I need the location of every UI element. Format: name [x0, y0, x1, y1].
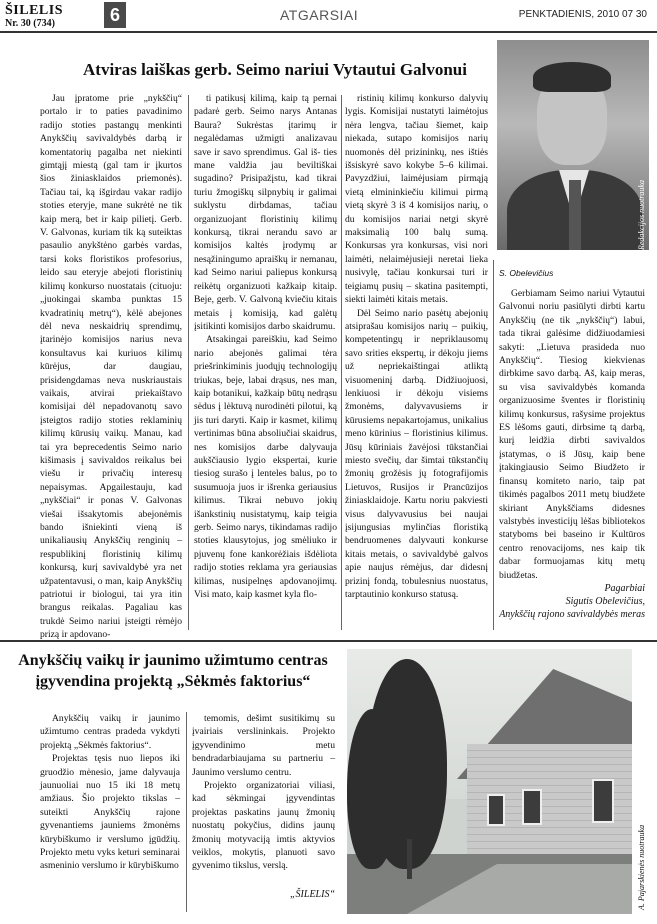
article1-column-2 [194, 92, 337, 601]
article1-paragraph: Atsakingai pareiškiu, kad Seimo nario abejonės galimai tėra priešrinkiminis juodųjų technologijų triukas, beje, labai drąsus, nes man, kaip botanikui, kažkaip būtų nedrąsu sėdus į lėktuvą nurodinėti pilotui, ką jis turi daryti. Kaip ir kasmet, kilimų vertinimas būna absoliučiai skaidrus, nes komisijos darbe dalyvauja aukščiausio lygio ekspertai, kurie tiesiog surašo į lenteles balus, po to susumuoja juos ir išrenka geriausius kilimus. Tikrai nebuvo jokių išankstinių nusistatymų, kaip teigia gerb. Seimo narys, tikindamas radijo stoties klausytojus, jog smėliuko ir pjuvenų fone kankorėžiais išdėliota radijo stoties reklama yra geriausias kilimas, nusipelnęs apdovanojimų. Visi mato, kaip kasmet kyla flo- [194, 334, 337, 601]
article1-paragraph: ti patikusį kilimą, kaip tą pernai padarė gerb. Seimo narys Antanas Baura? Sukrėstas įtarimų ir negalėdamas užmigti analizavau save ir savo sprendimus. Gal iš- ties mane valdžia jau beviltiškai sugadino? Prisipažįstu, kad tikrai turiu žmogiškų silpnybių ir galimai suklystu dirbdamas, tačiau organizuojant floristinių kilimų konkursą, tikrai nerandu savo ar komisijos kaltės įrodymų ar nesąžiningumo apraiškų ir nemanau, kad Seimo nariui paliepus konkursą reikėtų organizuoti kažkaip kitaip. Beje, gerb. V. Galvoną kviečiu kitais metais į komisiją, kad galėtų įsitikinti komisijos darbo skaidrumu. [194, 93, 337, 332]
article2-column-1 [40, 712, 180, 873]
page-number: 6 [104, 2, 126, 28]
article1-paragraph: Jau įpratome prie „nykščių“ portalo ir to paties pavadinimo radijo stoties pastangų menkinti Anykščių savivaldybės darbą ir komentatorių pagalba net niekinti gimtąjį miestą (gal tam ir įkurtos šios žiniasklaidos priemonės). Tačiau tai, ką išgirdau vakar radijo stoties eteryje, mane sukrėtė ne tik kaip merą, bet ir kaip pilietį. Gerb. V. Galvonas, kuriam tik ką suteiktas pasaulio anykštėno garbės vardas, tarsi koks floristikos profesorius, leido sau eteryje abejoti floristinių kilimų konkurso nuostatais (cituoju: „juokingai skamba punktas 15 kvadratinių metrų“), kėlė abejones dėl neva neskaidrių sprendimų, įtarinėjo komisijos narius neva konsultavus kai kuriuos kilimų kūrėjus, dar daugiau, prisidengdamas neva nuskriaustais vaikais, atvirai priekaištavo komisijai dėl nepadovanotų savo įsteigtos radijo stoties reklaminių kilimų kūrusių vaikų. Manau, kad tai yra beprecedentis Seimo nario kišimasis į savivaldos reikalus bei viešu ir privačių interesų nepaisymas. Apgailestauju, kad „nykščiai“ ir ponas V. Galvonas viešai išsakytomis abejonėmis bando išniekinti vieną iš unikaliausių Anykščių renginių – respublikinį floristinių kilimų konkursą, kurį savivaldybė yra net užpatentavusi, o man, kaip Anykščių patriotui ir biologui, tai yra itin brangus reikalas. Pagaliau kas trukdė Seimo nariui įsteigti rėmėjo prizą ir apdovano- [40, 93, 182, 641]
issue-date: PENKTADIENIS, 2010 07 30 [518, 9, 647, 20]
article-divider [0, 640, 657, 642]
publication-name: ŠILELIS [5, 3, 63, 18]
article1-paragraph: Dėl Seimo nario pasėtų abejonių atsiprašau komisijos narių – puikių, kompetentingų ir nepriklausomų savo srities ekspertų, ir dėkoju jiems už nepriekaištingai atliktą visuomeninį darbą. Didžiuojuosi, lenkiuosi ir dėkoju visiems žmonėms, dalyvavusiems ir kūrusiems nepakartojamus, unikalius meno kūrinius – floristinius kilimus. Jūsų kūriniais žavėjosi tūkstančiai miesto svečių, dar šimtai tūkstančių žmonių grožėsis jų fotografijomis Lietuvos, Rusijos ir Prancūzijos žiniasklaidoje. Kartu noriu pakviesti visus dalyvavusius bei naujai įsijungusias mylinčias floristiką bendruomenes dalyvauti konkurse kitais metais, o savivaldybė galvos apie naujus rėmėjus, dar didesnį prizinį fondą, tobulesnius nuostatus, tarptautinio konkurso statusą. [345, 307, 488, 601]
section-title: ATGARSIAI [280, 7, 359, 23]
author-title: Anykščių rajono savivaldybės meras [499, 609, 645, 620]
signature-block [499, 582, 645, 621]
header-divider [0, 31, 657, 33]
portrait-photo [497, 40, 649, 250]
column-divider [186, 712, 187, 912]
article2-paragraph: Projekto organizatoriai viliasi, kad sėkmingai įgyvendintas projektas paskatins jaunų žmonių nuostatų pokyčius, didins jaunų žmonių motyvaciją imtis aktyvios veiklos, mokytis, planuoti savo gyvenimo tikslus, verslą. [192, 780, 335, 872]
article1-column-3 [345, 92, 488, 601]
building-photo [347, 649, 632, 914]
photo-credit: A. Pajarskienės nuotrauka [637, 824, 646, 910]
masthead [5, 4, 63, 29]
photo-credit: Redakcijos nuotrauka [637, 180, 646, 250]
article1-column-1 [40, 92, 182, 642]
column-divider [188, 95, 189, 630]
article1-paragraph: ristinių kilimų konkurso dalyvių lygis. Komisijai nustatyti laimėtojus nėra lengva, tačiau šiemet, kaip niekada, sutapo komisijos narių nuomonės dėl prizininkų, nes ištiės išsiskyrė savo kokybe 5–6 kilimai. Pavyzdžiui, laimėjusiam pirmąją vietą elmininkiečiu kilimui pirmą vietą skyrė 3 iš 4 komisijos narių, o du komisijos nariai netgi skyrė maksimalią 100 balų sumą. Konkursas yra konkursas, visi nori laimėti, nelaimėjusieji neretai lieka nusivylę, tačiau konkursai turi ir teigiamų pusių – skatina pasitempti, siekti laimėti kitais metais. [345, 93, 488, 306]
column-divider [341, 95, 342, 630]
issue-number: Nr. 30 (734) [5, 17, 55, 29]
article1-paragraph: Gerbiamam Seimo nariui Vytautui Galvonui noriu pasiūlyti dirbti kartu Anykščių (ne tik „nykščių“) labui, tada tikrai galėsime didžiuodamiesi sakyti: „Lietuva prasideda nuo Anykščių“. Tiesiog kiekvienas dirbkime savo darbą. Aš, kaip meras, su visa savivaldybės komanda organizuosime šventes ir floristinių kilimų konkursus, rašysime projektus ES lėšoms gauti, dirbsime tą darbą, kurį leidžia dirbti savivaldos įstatymas, o iš Jūsų, kaip bene įtakingiausio Seimo Biudžeto ir finansų komiteto nario, taip pat tikimės pagalbos 2011 metų biudžete skiriant Anykščiams didesnes valstybės investicijų lėšas bibliotekos statyboms bei baseino ir Kultūros centro renovacijoms, nes kaip tik dabar formuojamas kitų metų biudžetas. [499, 288, 645, 581]
article1-title: Atviras laiškas gerb. Seimo nariui Vytautui Galvonui [83, 60, 467, 79]
article2-column-2 [192, 712, 335, 873]
author-name: Sigutis Obelevičius, [565, 596, 645, 607]
photo-caption: S. Obelevičius [499, 268, 554, 278]
sign-off: Pagarbiai [604, 583, 645, 594]
article2-paragraph: Projektas tęsis nuo liepos iki gruodžio mėnesio, jame dalyvauja jaunuoliai nuo 15 iki 18 metų amžiaus. Šio projekto tikslas – suteikti Anykščių rajone gyvenantiems jauniems žmonėms kūrybiškumo ir verslumo įgūdžių. Projekto metu vyks keturi seminarai asmeninio verslumo ir kūrybiškumo [40, 753, 180, 872]
article2-title: Anykščių vaikų ir jaunimo užimtumo centras įgyvendina projektą „Sėkmės faktorius“ [18, 652, 328, 690]
article2-source: „ŠILELIS“ [289, 889, 335, 900]
article2-paragraph: temomis, dešimt susitikimų su įvairiais verslininkais. Projekto įgyvendinimo metu bendradarbiaujama su partneriu – Jaunimo verslumo centru. [192, 713, 335, 778]
column-divider [493, 260, 494, 630]
article1-column-4 [499, 287, 645, 582]
article2-paragraph: Anykščių vaikų ir jaunimo užimtumo centras pradeda vykdyti projektą „Sėkmės faktorius“. [40, 713, 180, 751]
